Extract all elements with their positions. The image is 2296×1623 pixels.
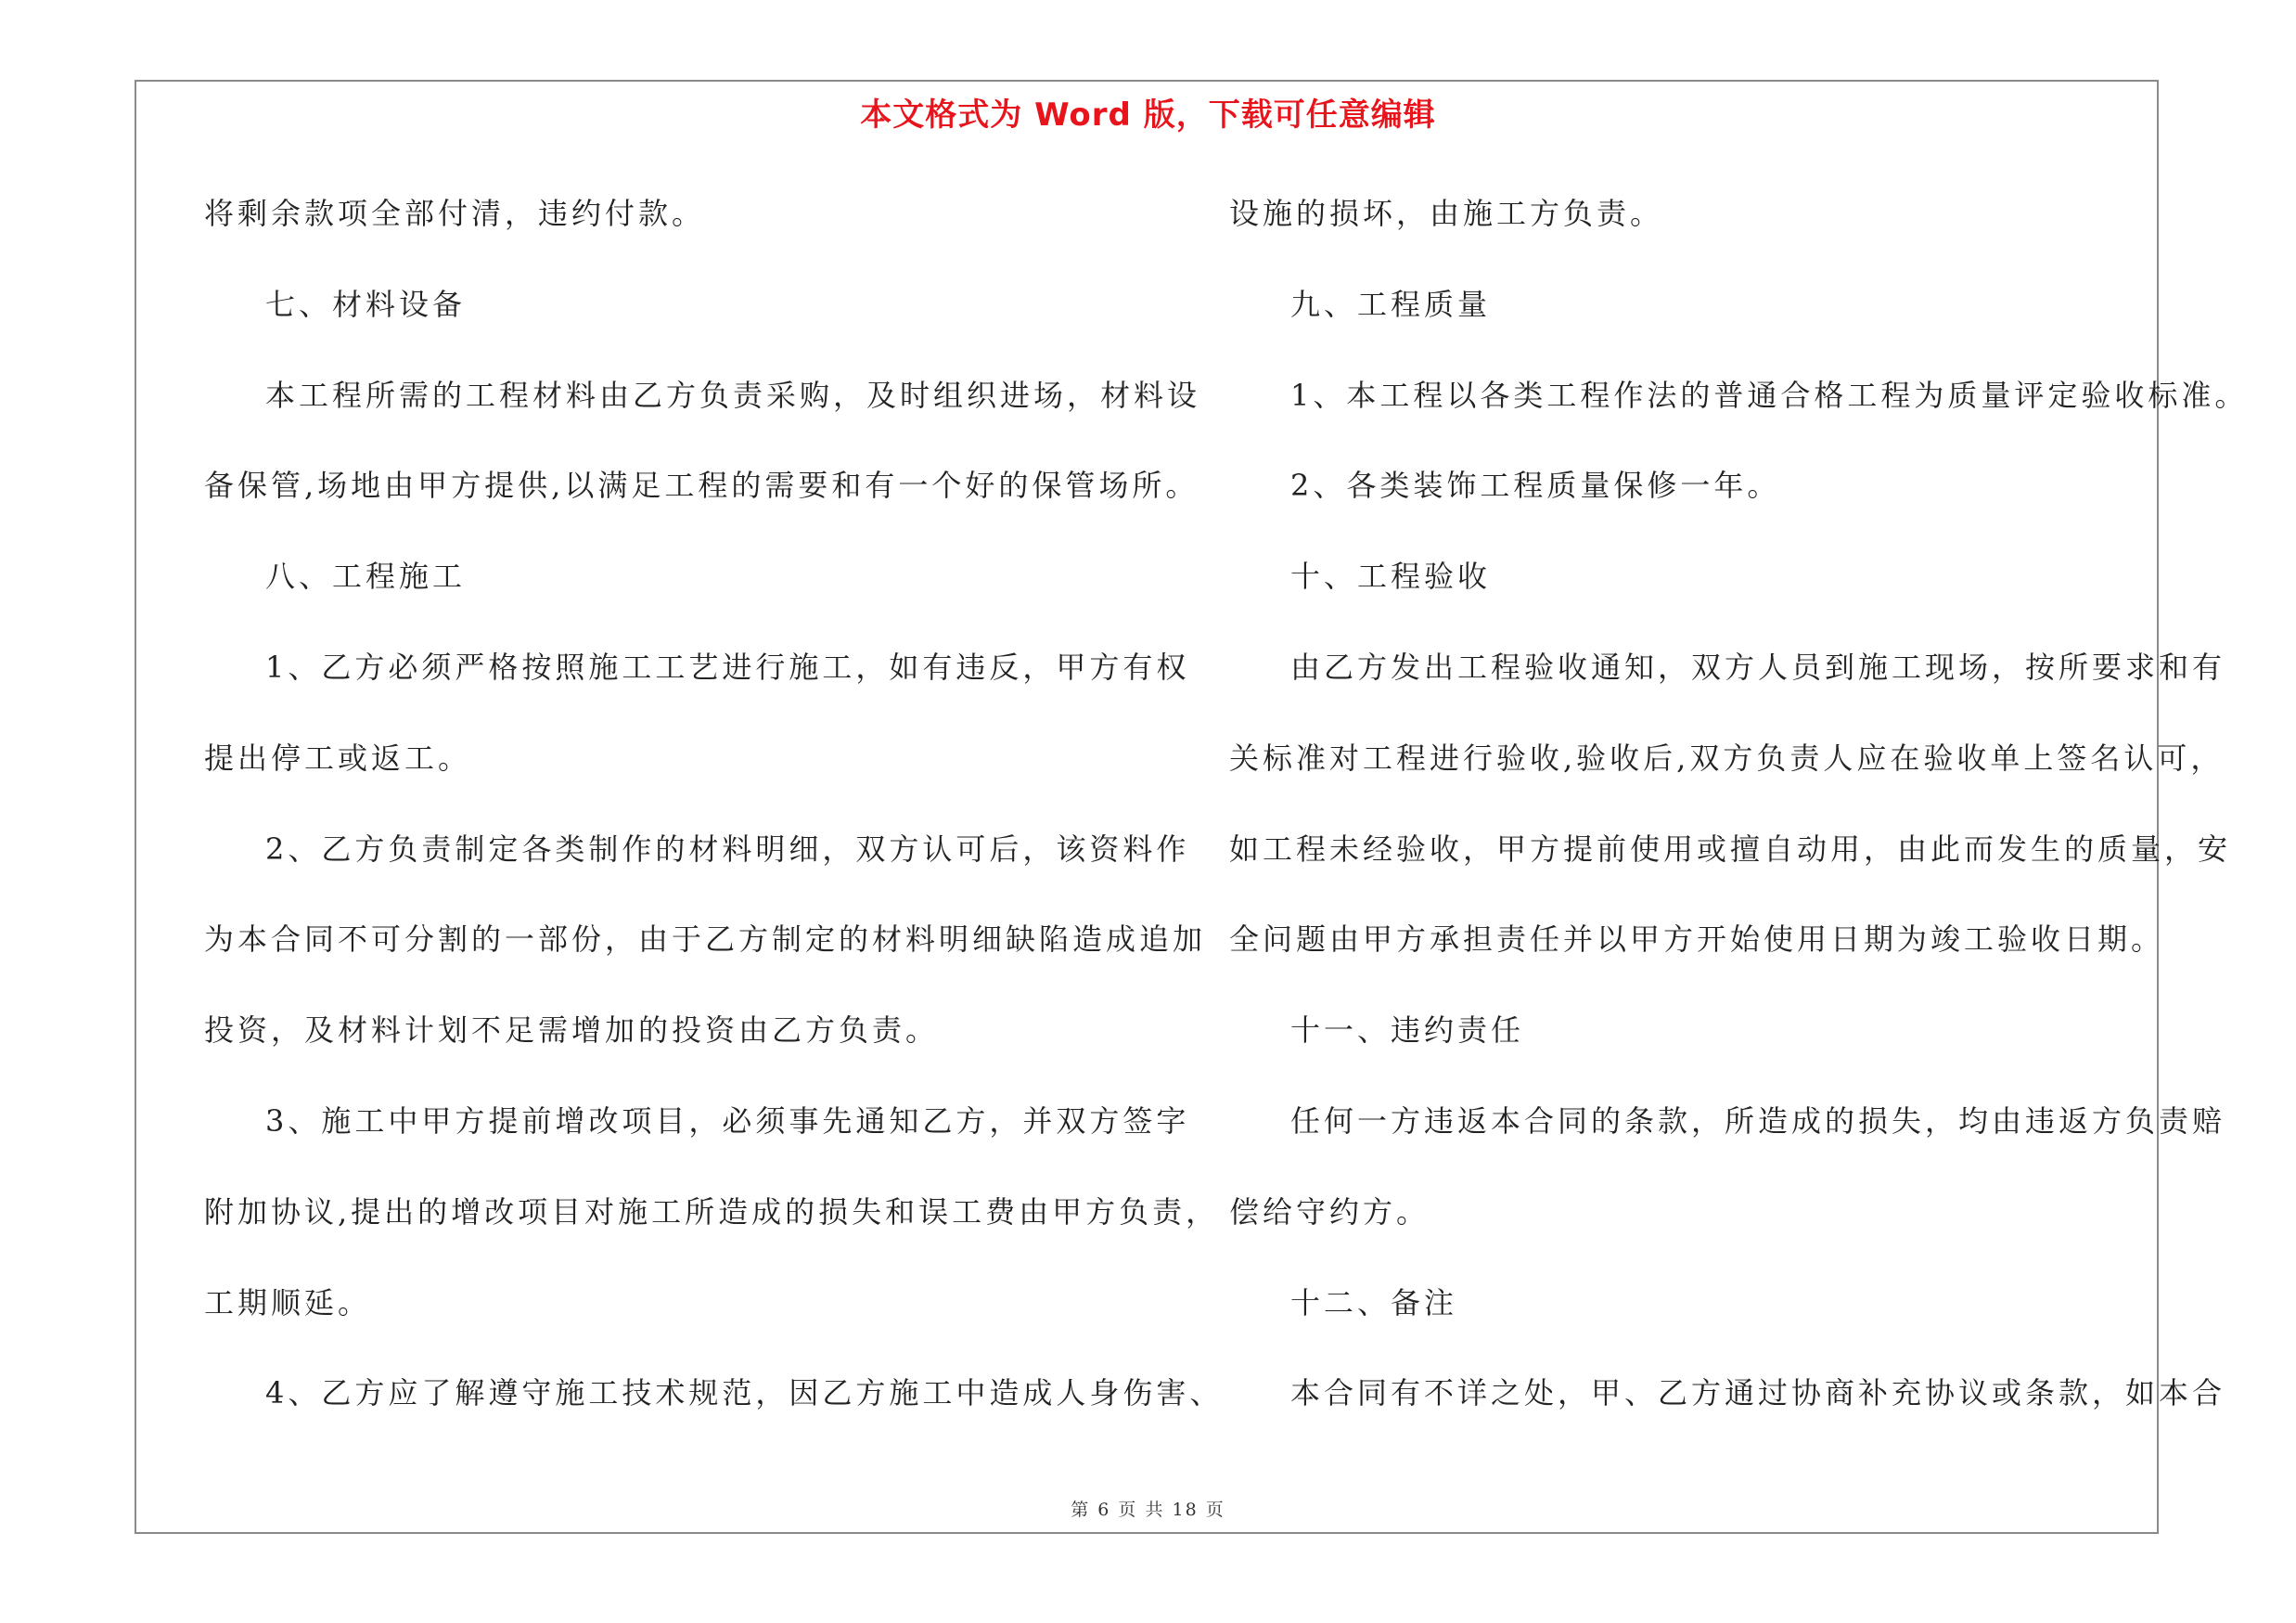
text-line: 附加协议,提出的增改项目对施工所造成的损失和误工费由甲方负责， bbox=[204, 1193, 1220, 1230]
text-line: 十一、违约责任 bbox=[1290, 1012, 1525, 1049]
text-line: 备保管,场地由甲方提供,以满足工程的需要和有一个好的保管场所。 bbox=[204, 468, 1199, 504]
text-line: 关标准对工程进行验收,验收后,双方负责人应在验收单上签名认可， bbox=[1229, 740, 2225, 776]
text-line: 八、工程施工 bbox=[265, 559, 467, 595]
text-line: 工期顺延。 bbox=[204, 1284, 372, 1320]
text-line: 本工程所需的工程材料由乙方负责采购，及时组织进场，材料设 bbox=[265, 377, 1201, 413]
left-column bbox=[204, 186, 1224, 1456]
text-line: 3、施工中甲方提前增改项目，必须事先通知乙方，并双方签字 bbox=[265, 1102, 1190, 1139]
text-line: 本合同有不详之处，甲、乙方通过协商补充协议或条款，如本合 bbox=[1290, 1375, 2226, 1411]
text-line: 偿给守约方。 bbox=[1229, 1193, 1430, 1230]
text-line: 十、工程验收 bbox=[1290, 559, 1492, 595]
text-line: 4、乙方应了解遵守施工技术规范，因乙方施工中造成人身伤害、 bbox=[265, 1375, 1224, 1411]
text-line: 十二、备注 bbox=[1290, 1284, 1458, 1320]
text-line: 如工程未经验收，甲方提前使用或擅自动用，由此而发生的质量，安 bbox=[1229, 831, 2232, 867]
word-format-banner: 本文格式为 Word 版，下载可任意编辑 bbox=[860, 97, 1436, 134]
text-line: 投资，及材料计划不足需增加的投资由乙方负责。 bbox=[204, 1012, 940, 1049]
text-line: 九、工程质量 bbox=[1290, 286, 1492, 322]
text-line: 将剩余款项全部付清，违约付款。 bbox=[204, 196, 706, 231]
text-line: 2、乙方负责制定各类制作的材料明细，双方认可后，该资料作 bbox=[265, 831, 1190, 867]
text-line: 2、各类装饰工程质量保修一年。 bbox=[1290, 468, 1781, 504]
text-line: 全问题由甲方承担责任并以甲方开始使用日期为竣工验收日期。 bbox=[1229, 921, 2165, 958]
text-line: 1、乙方必须严格按照施工工艺进行施工，如有违反，甲方有权 bbox=[265, 649, 1190, 685]
right-column bbox=[1229, 186, 2249, 1456]
text-line: 提出停工或返工。 bbox=[204, 740, 472, 776]
text-line: 七、材料设备 bbox=[265, 286, 467, 322]
text-line: 为本合同不可分割的一部份，由于乙方制定的材料明细缺陷造成追加 bbox=[204, 921, 1207, 958]
text-line: 由乙方发出工程验收通知，双方人员到施工现场，按所要求和有 bbox=[1290, 649, 2226, 685]
page-number-footer: 第 6 页 共 18 页 bbox=[1071, 1500, 1225, 1520]
text-line: 设施的损坏，由施工方负责。 bbox=[1229, 196, 1664, 231]
text-line: 任何一方违返本合同的条款，所造成的损失，均由违返方负责赔 bbox=[1290, 1102, 2226, 1139]
text-line: 1、本工程以各类工程作法的普通合格工程为质量评定验收标准。 bbox=[1290, 377, 2249, 413]
